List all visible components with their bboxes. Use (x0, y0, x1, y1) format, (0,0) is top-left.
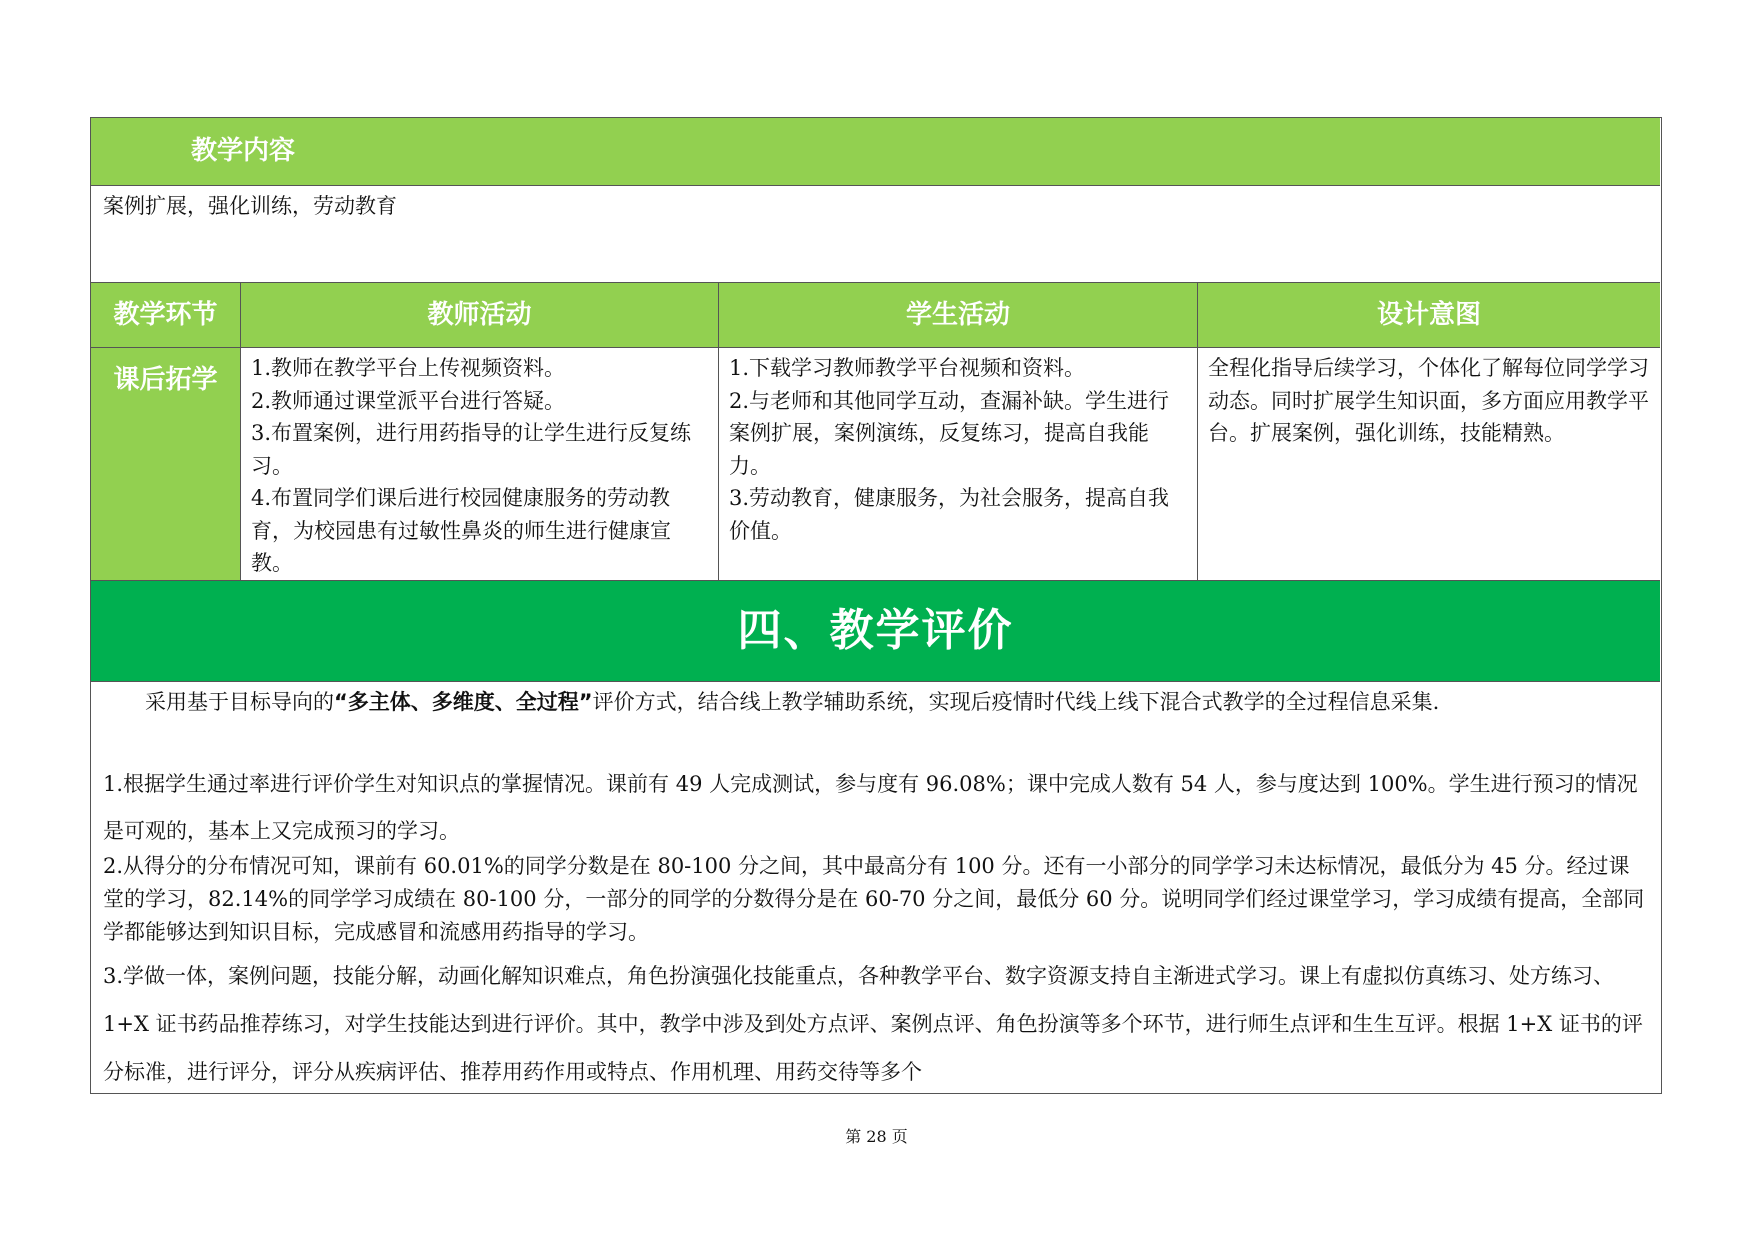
stage-cell (91, 348, 240, 580)
header-teacher-activity: 教师活动 (241, 283, 718, 347)
student-activity: 1.下载学习教师教学平台视频和资料。 2.与老师和其他同学互动，查漏补缺。学生进行案例扩展，案例演练，反复练习，提高自我能力。 3.劳动教育，健康服务，为社会服务，提高自我价值。 (729, 356, 1170, 543)
eval-point-1: 1.根据学生通过率进行评价学生对知识点的掌握情况。课前有 49 人完成测试，参与度有 96.08%；课中完成人数有 54 人，参与度达到 100%。学生进行预习的情况是可观的，基本上又完成预习的学习。 (103, 772, 1638, 843)
page-number: 第 28 页 (845, 1127, 908, 1146)
header-stage: 教学环节 (91, 283, 240, 347)
header-student-activity: 学生活动 (719, 283, 1197, 347)
content-text: 案例扩展，强化训练，劳动教育 (103, 194, 397, 218)
stage-label: 课后拓学 (113, 365, 218, 395)
eval-intro-before: 采用基于目标导向的 (145, 690, 334, 714)
eval-intro-bold: “多主体、多维度、全过程” (334, 690, 593, 714)
eval-intro-after: 评价方式，结合线上教学辅助系统，实现后疫情时代线上线下混合式教学的全过程信息采集. (592, 690, 1440, 714)
eval-point-3: 3.学做一体，案例问题，技能分解，动画化解知识难点，角色扮演强化技能重点，各种教学平台、数字资源支持自主渐进式学习。课上有虚拟仿真练习、处方练习、1+X 证书药品推荐练习，对学生技能达到进行评价。其中，教学中涉及到处方点评、案例点评、角色扮演等多个环节，进行师生点评和生生互评。根据 1+X 证书的评分标准，进行评分，评分从疾病评估、推荐用药作用或特点、作用机理、用药交待等多个 (103, 964, 1643, 1084)
design-intent: 全程化指导后续学习，个体化了解每位同学学习动态。同时扩展学生知识面，多方面应用教学平台。扩展案例，强化训练，技能精熟。 (1208, 356, 1649, 445)
lesson-table (90, 117, 1662, 1094)
eval-point-2: 2.从得分的分布情况可知，课前有 60.01%的同学分数是在 80-100 分之间，其中最高分有 100 分。还有一小部分的同学学习未达标情况，最低分为 45 分。经过课堂的学习，82.14%的同学学习成绩在 80-100 分，一部分的同学的分数得分是在 60-70 分之间，最低分 60 分。说明同学们经过课堂学习，学习成绩有提高，全部同学都能够达到知识目标，完成感冒和流感用药指导的学习。 (103, 854, 1645, 944)
section-title: 四、教学评价 (91, 581, 1660, 681)
content-header: 教学内容 (91, 118, 1660, 185)
eval-intro (103, 686, 1649, 719)
header-design-intent: 设计意图 (1198, 283, 1660, 347)
teacher-activity: 1.教师在教学平台上传视频资料。 2.教师通过课堂派平台进行答疑。 3.布置案例，进行用药指导的让学生进行反复练习。 4.布置同学们课后进行校园健康服务的劳动教育，为校园患有过敏性鼻炎的师生进行健康宣教。 (251, 356, 692, 575)
